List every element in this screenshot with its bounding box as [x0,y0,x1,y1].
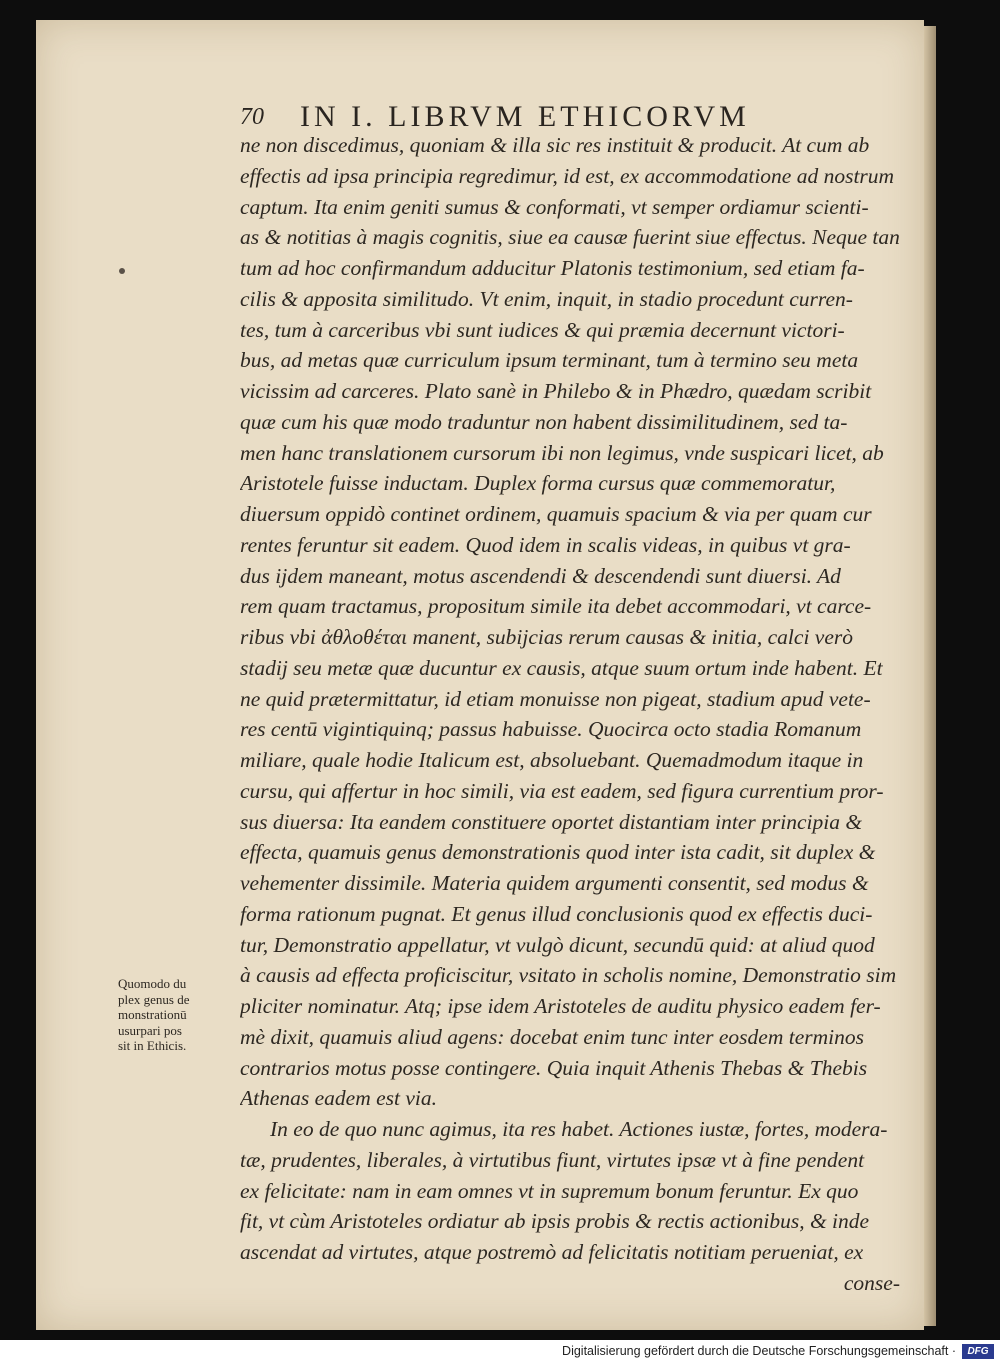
text-line: as & notitias à magis cognitis, siue ea causæ fuerint siue effectus. Neque tan [240,225,900,250]
text-line: vehementer dissimile. Materia quidem argumenti consentit, sed modus & [240,871,869,895]
text-line: dus ijdem maneant, motus ascendendi & descendendi sunt diuersi. Ad [240,563,841,588]
text-line: cursu, qui affertur in hoc simili, via est eadem, sed figura currentium pror- [240,778,884,803]
text-line: In eo de quo nunc agimus, ita res habet. Actiones iustæ, fortes, modera- [270,1117,888,1141]
text-line: bus, ad metas quæ curriculum ipsum terminant, tum à termino seu meta [240,348,859,373]
text-line: à causis ad effecta proficiscitur, vsitato in scholis nomine, Demonstratio sim [240,963,897,988]
text-line: ne quid prætermittatur, id etiam monuisse non pigeat, stadium apud vete- [240,686,871,711]
text-line: miliare, quale hodie Italicum est, absoluebant. Quemadmodum itaque in [240,748,864,772]
margin-note [118,976,236,1054]
text-line: conse- [843,1270,900,1295]
page-number: 70 [240,104,264,130]
text-line: fit, vt cùm Aristoteles ordiatur ab ipsis probis & rectis actionibus, & inde [240,1209,870,1234]
dfg-logo: DFG [962,1344,994,1359]
text-line: res centū vigintiquinq; passus habuisse. Quocirca octo stadia Romanum [240,717,862,742]
text-line: effectis ad ipsa principia regredimur, id est, ex accommodatione ad nostrum [240,163,895,188]
text-line: ribus vbi ἀθλοθέται manent, subijcias rerum causas & initia, calci verò [240,625,853,649]
text-line: effecta, quamuis genus demonstrationis quod inter ista cadit, sit duplex & [240,840,876,865]
margin-note-line: Quomodo du [118,976,187,991]
text-line: ne non discedimus, quoniam & illa sic res instituit & producit. At cum ab [240,133,870,157]
text-line: mè dixit, quamuis aliud agens: docebat enim tunc inter eosdem terminos [240,1024,864,1049]
text-line: diuersum oppidò continet ordinem, quamuis spacium & via per quam cur [240,502,872,526]
footer-bar [0,1340,1000,1364]
text-line: sus diuersa: Ita eandem constituere oportet distantiam inter principia & [240,809,863,834]
text-line: Aristotele fuisse inductam. Duplex forma cursus quæ commemoratur, [240,471,836,496]
text-line: captum. Ita enim geniti sumus & conformati, vt semper ordiamur scienti- [240,194,869,219]
margin-note-line: sit in Ethicis. [118,1038,187,1053]
page-edge [924,26,936,1326]
text-line: tes, tum à carceribus vbi sunt iudices & qui præmia decernunt victori- [240,317,845,342]
text-line: pliciter nominatur. Atq; ipse idem Aristoteles de auditu physico eadem fer- [240,994,881,1018]
text-line: forma rationum pugnat. Et genus illud conclusionis quod ex effectis duci- [240,901,873,926]
text-line: Athenas eadem est via. [240,1086,438,1111]
text-line: rentes feruntur sit eadem. Quod idem in scalis videas, in quibus vt gra- [240,532,851,557]
body-text [240,130,900,1299]
margin-note-line: usurpari pos [118,1022,182,1038]
text-line: ex felicitate: nam in eam omnes vt in supremum bonum feruntur. Ex quo [240,1178,859,1203]
text-line: tur, Demonstratio appellatur, vt vulgò dicunt, secundū quid: at aliud quod [240,932,875,957]
margin-note-line: plex genus de [118,991,190,1007]
margin-note-line: monstrationū [118,1007,187,1022]
text-line: stadij seu metæ quæ ducuntur ex causis, atque suum ortum inde habent. Et [240,655,883,680]
text-line: rem quam tractamus, propositum simile ita debet accommodari, vt carce- [240,594,872,619]
text-line: quæ cum his quæ modo traduntur non habent dissimilitudinem, sed ta- [240,409,848,434]
text-line: tæ, prudentes, liberales, à virtutibus fiunt, virtutes ipsæ vt à fine pendent [240,1147,865,1172]
text-line: cilis & apposita similitudo. Vt enim, inquit, in stadio procedunt curren- [240,286,853,311]
text-line: contrarios motus posse contingere. Quia inquit Athenis Thebas & Thebis [240,1055,868,1080]
ink-spot [119,268,125,274]
text-line: vicissim ad carceres. Plato sanè in Philebo & in Phædro, quædam scribit [240,379,872,403]
text-line: ascendat ad virtutes, atque postremò ad felicitatis notitiam perueniat, ex [240,1240,864,1264]
running-head: IN I. LIBRVM ETHICORVM [300,100,750,133]
footer-credit: Digitalisierung gefördert durch die Deutsche Forschungsgemeinschaft · [562,1344,956,1358]
text-line: men hanc translationem cursorum ibi non legimus, vnde suspicari licet, ab [240,440,884,465]
text-line: tum ad hoc confirmandum adducitur Platonis testimonium, sed etiam fa- [240,256,865,280]
